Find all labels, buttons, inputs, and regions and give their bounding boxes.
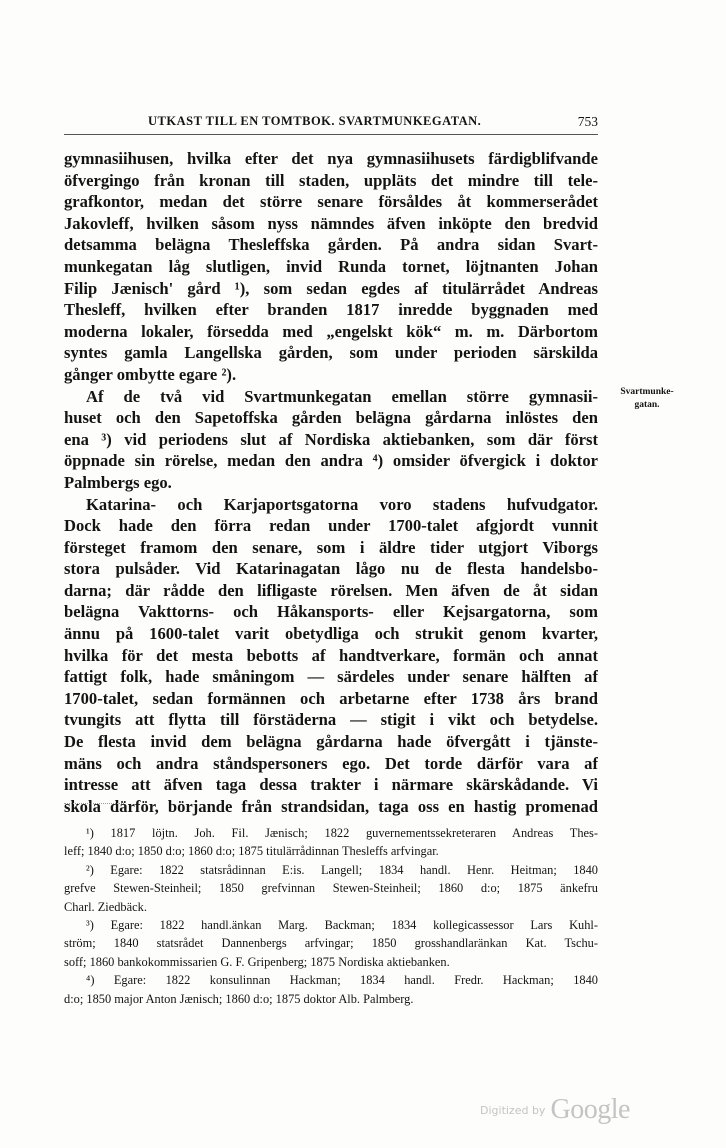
text-line: huset och den Sapetoffska gården belägna gårdarna inlöstes den (64, 408, 598, 428)
footnote-separator (64, 803, 124, 804)
text-line: öfvergingo från kronan till staden, uppläts det mindre till tele- (64, 170, 598, 190)
digitized-watermark (480, 1094, 650, 1130)
footnote-line: ⁴) Egare: 1822 konsulinnan Hackman; 1834 handl. Fredr. Hackman; 1840 (86, 973, 598, 988)
text-line: stora pulsåder. Vid Katarinagatan lågo nu de flesta handelsbo- (64, 559, 598, 579)
text-line: gånger ombytte egare ²). (64, 364, 237, 384)
margin-note-line: Svartmunke- (620, 387, 674, 397)
watermark-prefix: Digitized by (480, 1104, 546, 1117)
footnote-line: ²) Egare: 1822 statsrådinnan E:is. Langell; 1834 handl. Henr. Heitman; 1840 (86, 862, 598, 877)
text-line: gymnasiihusen, hvilka efter det nya gymnasiihusets färdigblifvande (64, 149, 598, 168)
text-line: Jakovleff, hvilken såsom nyss nämndes äfven inköpte den bredvid (64, 213, 598, 233)
footnote-line: ¹) 1817 löjtn. Joh. Fil. Jænisch; 1822 guvernementssekreteraren Andreas Thes- (86, 826, 598, 840)
header-rule (64, 134, 598, 135)
page-number: 753 (577, 114, 598, 129)
text-line: hvilka för det mesta bebotts af handtverkare, formän och annat (64, 645, 598, 665)
text-line: intresse att äfven taga dessa trakter i närmare skärskådande. Vi (64, 775, 598, 795)
text-line: fattigt folk, hade småningom — särdeles under senare hälften af (64, 667, 598, 687)
text-line: belägna Vakttorns- och Håkansports- eller Kejsargatorna, som (64, 602, 598, 622)
text-line: ena ³) vid periodens slut af Nordiska aktiebanken, som där först (64, 429, 598, 449)
footnote-line: d:o; 1850 major Anton Jænisch; 1860 d:o; 1875 doktor Alb. Palmberg. (64, 991, 414, 1006)
text-line: ännu på 1600-talet varit obetydliga och strukit genom kvarter, (64, 624, 598, 644)
text-line: munkegatan låg slutligen, invid Runda tornet, löjtnanten Johan (64, 256, 598, 276)
text-line: mäns och andra ståndspersoners ego. Det torde därför vara af (64, 753, 598, 773)
running-header (64, 114, 598, 130)
main-text (64, 148, 598, 817)
margin-note-line: gatan. (634, 400, 660, 410)
text-line: Thesleff, hvilken efter branden 1817 inredde byggnaden med (64, 300, 598, 320)
text-line: försteget framom den senare, som i äldre tider utgjort Viborgs (64, 537, 598, 557)
footnote-line: soff; 1860 bankokommissarien G. F. Gripenberg; 1875 Nordiska aktiebanken. (64, 954, 450, 969)
text-line: moderna lokaler, försedda med „engelskt kök“ m. m. Därbortom (64, 321, 598, 341)
text-line: skola därför, börjande från strandsidan, taga oss en hastig promenad (64, 796, 598, 816)
footnotes (64, 824, 598, 1008)
footnote-line: grefve Stewen-Steinheil; 1850 grefvinnan Stewen-Steinheil; 1860 d:o; 1875 änkefru (64, 881, 598, 896)
margin-note (607, 386, 687, 412)
text-line: syntes gamla Langellska gården, som under perioden särskilda (64, 343, 598, 363)
text-line: grafkontor, medan det större senare försåldes åt kommerserådet (64, 192, 598, 212)
footnote-line: ³) Egare: 1822 handl.änkan Marg. Backman; 1834 kollegicassessor Lars Kuhl- (86, 917, 598, 932)
text-line: Filip Jænisch' gård ¹), som sedan egdes af titulärrådet Andreas (64, 278, 598, 298)
running-title: UTKAST TILL EN TOMTBOK. SVARTMUNKEGATAN. (148, 114, 482, 128)
text-line: De flesta invid dem belägna gårdarna hade öfvergått i tjänste- (64, 732, 598, 752)
text-line: 1700-talet, sedan formännen och arbetarne efter 1738 års brand (64, 688, 598, 708)
footnote-line: leff; 1840 d:o; 1850 d:o; 1860 d:o; 1875 titulärrådinnan Thesleffs arfvingar. (64, 844, 439, 859)
footnote-line: ström; 1840 statsrådet Dannenbergs arfvingar; 1850 grosshandlaränkan Kat. Tschu- (64, 936, 598, 951)
text-line: darna; där rådde den lifligaste rörelsen. Men äfven de åt sidan (64, 580, 598, 600)
text-line: Katarina- och Karjaportsgatorna voro stadens hufvudgator. (86, 494, 598, 514)
text-line: Af de två vid Svartmunkegatan emellan större gymnasii- (86, 386, 598, 406)
text-line: tvungits att flytta till förstäderna — stigit i vikt och betydelse. (64, 710, 598, 730)
text-line: Dock hade den förra redan under 1700-talet afgjordt vunnit (64, 516, 598, 536)
text-line: Palmbergs ego. (64, 472, 172, 492)
text-line: öppnade sin rörelse, medan den andra ⁴) omsider öfvergick i doktor (64, 451, 598, 471)
footnote-line: Charl. Ziedbäck. (64, 899, 147, 914)
google-logo: Google (550, 1094, 630, 1125)
text-line: detsamma belägna Thesleffska gården. På andra sidan Svart- (64, 235, 598, 255)
